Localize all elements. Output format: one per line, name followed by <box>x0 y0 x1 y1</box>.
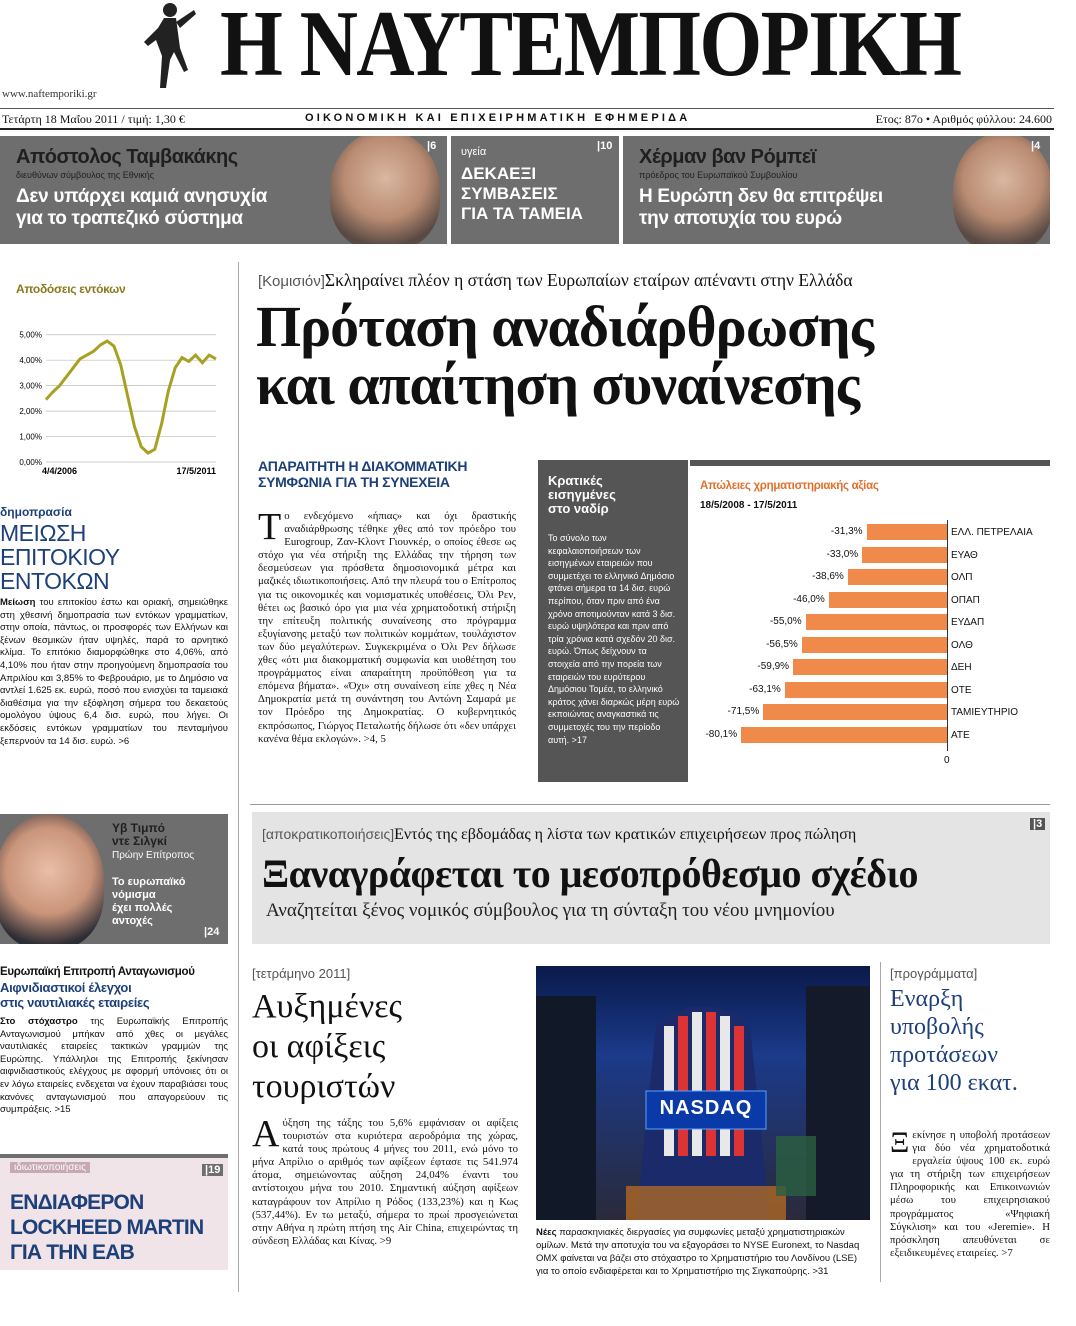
programs-article[interactable] <box>890 966 1050 1260</box>
teaser-headline: ΔΕΚΑΕΞΙ ΣΥΜΒΑΣΕΙΣ ΓΙΑ ΤΑ ΤΑΜΕΙΑ <box>461 164 583 223</box>
bar-value-label: -59,9% <box>757 661 790 672</box>
bar-category-label: ΟΠΑΠ <box>951 594 980 606</box>
date-price: Τετάρτη 18 Μαΐου 2011 / τιμή: 1,30 € <box>2 112 185 126</box>
bar-value-label: -38,6% <box>812 571 844 582</box>
section-rule <box>250 804 1050 805</box>
programs-headline: Εναρξη υποβολής προτάσεων για 100 εκατ. <box>890 986 1018 1096</box>
y-tick-label: 1,00% <box>19 432 42 442</box>
bar-value-label: -55,0% <box>769 616 802 627</box>
mtfs-headline: Ξαναγράφεται το μεσοπρόθεσμο σχέδιο <box>262 851 918 896</box>
teaser-quote: Δεν υπάρχει καμιά ανησυχία για το τραπεζικό σύστημα <box>16 186 268 229</box>
box-headline: Κρατικές εισηγμένες στο ναδίρ <box>548 473 616 516</box>
section-label: δημοπρασία <box>0 505 72 519</box>
newspaper-title: Η ΝΑΥΤΕΜΠΟΡΙΚΗ <box>220 0 961 96</box>
tourism-body: Αύξηση της τάξης του 5,6% εμφάνισαν οι αφίξεις τουριστών στα κυριότερα αεροδρόμια της χώρας, κατά τους πρώτους 4 μήνες του 2011, ενώ μόνο το μήνα Απρίλιο ο αριθμός των αφίξεων έφτασε τις 541.974 άτομα, σημειώνοντας αύξηση 24,04% έναντι του αντίστοιχου μήνα του 2010. Σημαντική αύξηση αφίξεων καταγράφουν τον Απρίλιο η Ρόδος (133,23%) και η Κως (537,44%). Εν τω μεταξύ, σήμερα το πρωί προσγειώνεται στην Αθήνα η πρώτη πτήση της Air China, επιχειρώντας τη σύνδεση Ελλάδας και Κίνας. >9 <box>252 1113 518 1247</box>
y-tick-label: 5,00% <box>19 330 42 340</box>
bar-8 <box>763 704 947 720</box>
teaser-name: Απόστολος Ταμβακάκης <box>16 146 238 168</box>
tbill-body: Μείωση του επιτοκίου έστω και οριακή, σημειώθηκε στη χθεσινή δημοπρασία των εντόκων γραμματίων, στην οποία, πάντως, οι προσφορές των Ελλήνων και ξένων θεσμικών ήταν υψηλές, παρά το αρνητικό κλίμα. Το επιτόκιο διαμορφώθηκε στο 4,06%, από 4,10% που ήταν στην προηγούμενη δημοπρασία του Απριλίου και 3,85% το Φεβρουάριο, με το Δημόσιο να αντλεί 1.625 εκ. ευρώ, ποσό που ενισχύει τα ταμειακά διαθέσιμα για την εξόφληση σήμερα του δεκαετούς ομολόγου ύψους 6,4 δισ. ευρώ, που λήγει. Οι εκδόσεις εντόκων γραμματίων του πενταμήνου ξεπερνούν τα 14 δισ. ευρώ. >6 <box>0 597 228 747</box>
bar-value-label: -71,5% <box>727 706 760 717</box>
teaser-section: υγεία <box>461 146 487 158</box>
bar-value-label: -80,1% <box>705 728 738 740</box>
competition-kicker: Ευρωπαϊκή Επιτροπή Ανταγωνισμού <box>0 966 195 978</box>
portrait-tamvakakis <box>330 136 440 244</box>
losses-chart-subtitle: 18/5/2008 - 17/5/2011 <box>700 500 798 511</box>
portrait-van-rompuy <box>953 136 1050 244</box>
teaser-role: διευθύνων σύμβουλος της Εθνικής <box>16 170 155 180</box>
bar-7 <box>785 682 947 698</box>
zero-label: 0 <box>944 755 950 766</box>
losses-chart <box>690 460 1050 782</box>
losses-chart-title: Απώλειες χρηματιστηριακής αξίας <box>700 480 879 492</box>
section-tag: [τετράμηνο 2011] <box>252 966 351 981</box>
mtfs-subhead: Αναζητείται ξένος νομικός σύμβουλος για τη σύνταξη του νέου μνημονίου <box>266 900 835 921</box>
column-divider <box>238 262 239 1292</box>
bar-category-label: ΕΥΑΘ <box>951 549 978 561</box>
nasdaq-photo-art <box>536 966 870 1220</box>
tagline: ΟΙΚΟΝΟΜΙΚΗ ΚΑΙ ΕΠΙΧΕΙΡΗΜΑΤΙΚΗ ΕΦΗΜΕΡΙΔΑ <box>305 112 691 124</box>
y-tick-label: 2,00% <box>19 407 42 417</box>
mtfs-panel[interactable] <box>252 812 1050 944</box>
mtfs-kicker: [αποκρατικοποιήσεις]Εντός της εβδομάδας η λίστα των κρατικών επιχειρήσεων προς πώληση <box>262 826 857 843</box>
site-url[interactable]: www.naftemporiki.gr <box>2 88 97 100</box>
bar-6 <box>793 659 947 675</box>
page-ref: |10 <box>597 140 613 152</box>
teaser-tamvakakis[interactable] <box>0 136 447 244</box>
bar-category-label: ΟΛΘ <box>951 639 973 651</box>
hermes-logo <box>140 0 200 96</box>
tbill-chart <box>0 270 230 490</box>
bar-value-label: -31,3% <box>830 526 863 537</box>
bar-value-label: -63,1% <box>749 683 781 695</box>
y-tick-label: 0,00% <box>19 458 42 467</box>
silguy-name: Υβ Τιμπό ντε Σιλγκί <box>112 821 167 848</box>
tbill-chart-svg <box>0 270 230 490</box>
section-tag: [προγράμματα] <box>890 966 978 981</box>
section-label: ιδιωτικοποιήσεις <box>10 1162 90 1173</box>
tourism-article[interactable] <box>252 966 518 1248</box>
bar-value-label: -33,0% <box>826 548 859 560</box>
lockheed-headline: ΕΝΔΙΑΦΕΡΟΝ LOCKHEED MARTIN ΓΙΑ ΤΗΝ ΕΑΒ <box>10 1191 204 1264</box>
page-ref: |4 <box>1031 140 1041 152</box>
competition-article[interactable] <box>0 966 228 1117</box>
bar-category-label: ΟΛΠ <box>951 572 973 583</box>
photo-caption: Νέες παρασκηνιακές διεργασίες για συμφωνίες μεταξύ χρηματιστηριακών ομίλων. Μετά την αποτυχία του να εξαγοράσει το NYSE Euronext, το Nasdaq OMX φαίνεται να βάζει στο στόχαστρο το Χρηματιστήριο του Λονδίνου (LSE) για το οποίο ενδιαφέρεται και το Χρηματιστήριο της Σιγκαπούρης. >31 <box>536 1227 860 1277</box>
bar-3 <box>829 592 947 608</box>
zero-axis <box>947 520 948 751</box>
state-listed-box[interactable] <box>538 460 688 782</box>
page-ref: |6 <box>427 140 437 152</box>
bar-category-label: ΕΛΛ. ΠΕΤΡΕΛΑΙΑ <box>951 527 1033 538</box>
silguy-role: Πρώην Επίτροπος <box>112 850 195 861</box>
portrait-silguy <box>0 814 104 944</box>
tbill-headline: ΜΕΙΩΣΗ ΕΠΙΤΟΚΙΟΥ ΕΝΤΟΚΩΝ <box>0 520 120 594</box>
tbill-chart-title: Αποδόσεις εντόκων <box>16 282 126 296</box>
tbill-article[interactable] <box>0 505 228 748</box>
column-divider-right <box>880 962 881 1282</box>
y-tick-label: 4,00% <box>19 356 42 366</box>
teaser-quote: Η Ευρώπη δεν θα επιτρέψει την αποτυχία του ευρώ <box>639 186 883 229</box>
nasdaq-sign: NASDAQ <box>659 1097 753 1119</box>
lockheed-box[interactable] <box>0 1154 228 1270</box>
issue-number: Ετος: 87ο • Αριθμός φύλλου: 24.600 <box>875 112 1052 126</box>
bar-category-label: ΤΑΜΙΕΥΤΗΡΙΟ <box>951 707 1019 718</box>
bar-category-label: ΑΤΕ <box>951 729 970 741</box>
teaser-name: Χέρμαν βαν Ρόμπεϊ <box>639 146 816 168</box>
silguy-quote: Το ευρωπαϊκό νόμισμα έχει πολλές αντοχές <box>112 876 186 927</box>
teaser-van-rompuy[interactable] <box>623 136 1050 244</box>
bar-9 <box>741 727 947 743</box>
silguy-box[interactable] <box>0 814 228 944</box>
teaser-contracts[interactable] <box>451 136 619 244</box>
competition-body: Στο στόχαστρο της Ευρωπαϊκής Επιτροπής Ανταγωνισμού μπήκαν από χθες οι μεγάλες ναυτιλιακές εταιρείες τακτικών γραμμών της Ευρώπης. Υπάλληλοι της Επιτροπής ξεκίνησαν αιφνιδιαστικούς ελέγχους με αφορμή υπόνοιες ότι οι εν λόγω εταιρείες ενδεχεται να έχουν παραβιάσει τους κανόνες ανταγωνισμού που απαγορεύουν τις συμπράξεις. >15 <box>0 1016 228 1116</box>
page-ref: |24 <box>204 926 220 938</box>
bar-4 <box>806 614 947 630</box>
programs-body: Ξεκίνησε η υποβολή προτάσεων για δύο νέα χρηματοδοτικά εργαλεία ύψους 100 εκ. ευρώ για τη στήριξη των επιχειρήσεων Πληροφορικής και Επικοινωνιών μέσω του επιχειρησιακού προγράμματος «Ψηφιακή Σύγκλιση» και του «Jeremie». Η πρόσκληση απευθύνεται σε εξειδικευμένες εταιρείες. >7 <box>890 1126 1050 1259</box>
bar-1 <box>862 547 947 563</box>
bar-category-label: ΔΕΗ <box>951 662 972 673</box>
bar-value-label: -46,0% <box>793 593 825 605</box>
page-ref: |3 <box>1030 818 1045 830</box>
main-kicker: [Κομισιόν]Σκληραίνει πλέον η στάση των Ευρωπαίων εταίρων απέναντι στην Ελλάδα <box>258 270 853 290</box>
main-headline: Πρόταση αναδιάρθρωσης και απαίτηση συναίνεσης <box>256 294 874 417</box>
bar-0 <box>867 524 947 540</box>
y-tick-label: 3,00% <box>19 381 42 391</box>
bar-category-label: ΟΤΕ <box>951 684 972 696</box>
info-bar <box>0 108 1054 130</box>
x-tick-label: 17/5/2011 <box>176 466 216 476</box>
main-body: Το ενδεχόμενο «ήπιας» και όχι δραστικής αναδιάρθρωσης τέθηκε χθες από τον πρόεδρο του Eurogroup, Ζαν-Κλοντ Γιουνκέρ, ο οποίος έθεσε ως στόχο για νέα στήριξη της Ελλάδας την τήρηση των δεσμεύσεων για πρόσθετα δημοσιονομικά μέτρα και μαζικές ιδιωτικοποιήσεις. Από την πλευρά του ο Επίτροπος για τις οικονομικές και νομισματικές υποθέσεις, Όλι Ρεν, θέτει ως βασικό όρο για μια νέα χρηματοδοτική στήριξη την επίτευξη πολιτικής συναίνεσης στο πρόγραμμα εξυγίανσης μεταξύ των πολιτικών κομμάτων, τουλάχιστον των δύο μεγαλύτερων. Συγκεκριμένα ο Όλι Ρεν δήλωσε χθες «ότι μια διακομματική συμφωνία και υιοθέτηση του προγράμματος είναι απαραίτητη προϋπόθεση για τα επόμενα βήματα». «Όχι» στη συναίνεση είπε χθες η Νέα Δημοκρατία μετά τη συνάντηση του Αντώνη Σαμαρά με τον Πρόεδρο της Δημοκρατίας. Ο κυβερνητικός εκπρόσωπος, Γιώργος Πεταλωτής δήλωσε ότι «δεν υπάρχει κανένα θέμα εκλογών». >4, 5 <box>258 506 516 745</box>
bar-category-label: ΕΥΔΑΠ <box>951 617 985 628</box>
bar-value-label: -56,5% <box>766 638 798 650</box>
nasdaq-photo[interactable] <box>536 966 870 1220</box>
teaser-role: πρόεδρος του Ευρωπαϊκού Συμβουλίου <box>639 170 798 180</box>
main-subhead: ΑΠΑΡΑΙΤΗΤΗ Η ΔΙΑΚΟΜΜΑΤΙΚΗ ΣΥΜΦΩΝΙΑ ΓΙΑ ΤΗ ΣΥΝΕΧΕΙΑ <box>258 458 468 490</box>
page-ref: |19 <box>202 1164 223 1176</box>
bar-2 <box>848 569 947 585</box>
box-body: Το σύνολο των κεφαλαιοποιήσεων των εισηγμένων εταιρειών που συμμετέχει το ελληνικό Δημόσιο φτάνει σήμερα τα 14 δισ. ευρώ περίπου, όταν πριν από ένα χρόνο αποτιμούνταν κατά 3 δισ. ευρώ υψηλότερα και πριν από τρία χρόνια κατά σχεδόν 20 δισ. ευρώ. Όπως δείχνουν τα στοιχεία από την πορεία των εταιρειών του ευρύτερου Δημόσιου Τομέα, το ελληνικό κράτος χάνει διαρκώς μέρη ευρώ εκποιώντας αναγκαστικά τις συμμετοχές του την περίοδο αυτή. >17 <box>548 533 680 745</box>
x-tick-label: 4/4/2006 <box>42 466 78 476</box>
tourism-headline: Αυξημένες οι αφίξεις τουριστών <box>252 988 402 1105</box>
competition-headline: Αιφνιδιαστικοί έλεγχοι στις ναυτιλιακές εταιρείες <box>0 980 150 1010</box>
bar-5 <box>802 637 947 653</box>
